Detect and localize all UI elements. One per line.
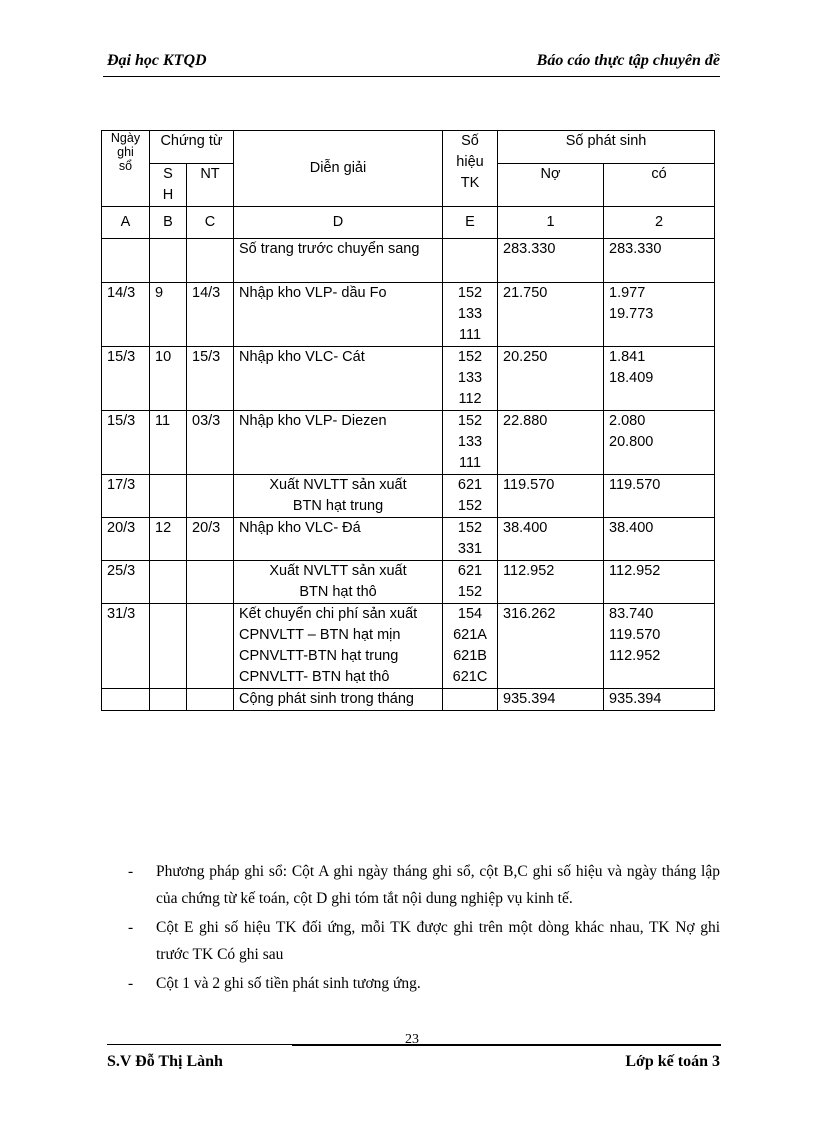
credit-line: 83.740	[609, 606, 654, 622]
cell-date: 25/3	[102, 561, 150, 604]
header-row-1	[102, 131, 715, 164]
cell-account	[443, 689, 498, 711]
header-account-line: TK	[460, 175, 480, 191]
account-line: 152	[457, 584, 483, 600]
cell-debit	[498, 604, 604, 689]
cell-nt: 14/3	[187, 283, 234, 347]
debit-line: 21.750	[503, 285, 548, 301]
description-line: Số trang trước chuyển sang	[239, 241, 420, 257]
description-line: Xuất NVLTT sản xuất	[269, 477, 407, 493]
note-bullet: -	[128, 863, 134, 880]
column-code: C	[187, 207, 234, 239]
cell-nt: 03/3	[187, 411, 234, 475]
cell-sh: 10	[150, 347, 187, 411]
cell-date: 14/3	[102, 283, 150, 347]
description-line: Kết chuyển chi phí sản xuất	[239, 606, 418, 622]
credit-line: 119.570	[609, 627, 661, 643]
cell-account	[443, 518, 498, 561]
table-row	[102, 689, 715, 711]
account-line: 111	[458, 327, 482, 343]
cell-credit	[604, 283, 715, 347]
header-debit: Nợ	[498, 164, 604, 207]
cell-description	[234, 475, 443, 518]
cell-account	[443, 411, 498, 475]
cell-credit	[604, 239, 715, 283]
description-line: Xuất NVLTT sản xuất	[269, 563, 407, 579]
account-line: 112	[458, 391, 482, 407]
description-line: CPNVLTT-BTN hạt trung	[239, 648, 399, 664]
debit-line: 22.880	[503, 413, 548, 429]
header-sh-line: H	[162, 187, 174, 203]
cell-credit	[604, 411, 715, 475]
cell-credit	[604, 604, 715, 689]
cell-account	[443, 475, 498, 518]
footer-class: Lớp kế toán 3	[625, 1053, 720, 1070]
note-item	[128, 914, 720, 968]
column-code: D	[234, 207, 443, 239]
column-code: 1	[498, 207, 604, 239]
cell-sh	[150, 561, 187, 604]
header-sh	[150, 164, 187, 207]
cell-sh: 9	[150, 283, 187, 347]
cell-credit	[604, 689, 715, 711]
cell-date: 15/3	[102, 411, 150, 475]
table-row	[102, 475, 715, 518]
table-row	[102, 604, 715, 689]
cell-sh	[150, 689, 187, 711]
cell-description	[234, 239, 443, 283]
header-rule	[103, 76, 720, 77]
cell-sh	[150, 475, 187, 518]
header-date-line: sổ	[118, 159, 133, 173]
cell-account	[443, 347, 498, 411]
column-code: E	[443, 207, 498, 239]
note-text: Cột 1 và 2 ghi số tiền phát sinh tương ứng.	[156, 975, 421, 992]
debit-line: 283.330	[503, 241, 556, 257]
account-line: 152	[457, 520, 483, 536]
credit-line: 119.570	[609, 477, 661, 493]
account-line: 133	[457, 306, 483, 322]
cell-debit	[498, 561, 604, 604]
header-credit: có	[604, 164, 715, 207]
credit-line: 2.080	[609, 413, 646, 429]
cell-debit	[498, 239, 604, 283]
table-row	[102, 283, 715, 347]
debit-line: 20.250	[503, 349, 548, 365]
cell-debit	[498, 347, 604, 411]
column-code-row	[102, 207, 715, 239]
header-nt: NT	[187, 164, 234, 207]
credit-line: 38.400	[609, 520, 654, 536]
note-item	[128, 858, 720, 912]
cell-description	[234, 411, 443, 475]
cell-nt	[187, 475, 234, 518]
cell-date	[102, 239, 150, 283]
account-line: 621C	[452, 669, 488, 685]
account-line: 133	[457, 434, 483, 450]
credit-line: 1.977	[609, 285, 646, 301]
note-bullet: -	[128, 975, 134, 992]
cell-description	[234, 689, 443, 711]
table-row	[102, 347, 715, 411]
table-row	[102, 411, 715, 475]
note-text: Phương pháp ghi sổ: Cột A ghi ngày tháng ghi sổ, cột B,C ghi số hiệu và ngày tháng lập của chứng từ kế toán, cột D ghi tóm tắt nội dung nghiệp vụ kinh tế.	[156, 863, 720, 907]
table-row	[102, 561, 715, 604]
account-line: 621A	[453, 627, 487, 643]
header-sh-line: S	[163, 166, 173, 182]
cell-date: 20/3	[102, 518, 150, 561]
cell-credit	[604, 475, 715, 518]
note-text: Cột E ghi số hiệu TK đối ứng, mỗi TK được ghi trên một dòng khác nhau, TK Nợ ghi trước TK Có ghi sau	[156, 919, 720, 963]
footer-rule-left	[107, 1044, 292, 1045]
credit-line: 19.773	[609, 306, 654, 322]
table-row	[102, 518, 715, 561]
description-line: Cộng phát sinh trong tháng	[239, 691, 414, 707]
footer-rule-right	[292, 1044, 721, 1046]
cell-credit	[604, 518, 715, 561]
account-line: 621	[457, 563, 483, 579]
header-date	[102, 131, 150, 207]
cell-credit	[604, 347, 715, 411]
cell-description	[234, 347, 443, 411]
account-line: 152	[457, 285, 483, 301]
header-amount: Số phát sinh	[498, 131, 715, 164]
cell-sh	[150, 604, 187, 689]
account-line: 111	[458, 455, 482, 471]
cell-nt	[187, 689, 234, 711]
table-row	[102, 239, 715, 283]
account-line: 152	[457, 498, 483, 514]
account-line: 331	[457, 541, 483, 557]
description-line: CPNVLTT- BTN hạt thô	[239, 669, 390, 685]
header-date-line: ghi	[117, 145, 134, 159]
description-line: BTN hạt trung	[292, 498, 384, 514]
cell-nt	[187, 561, 234, 604]
ledger-table	[101, 130, 715, 711]
header-account	[443, 131, 498, 207]
cell-account	[443, 239, 498, 283]
credit-line: 112.952	[609, 648, 661, 664]
description-line: CPNVLTT – BTN hạt mịn	[239, 627, 401, 643]
account-line: 152	[457, 349, 483, 365]
description-line: Nhập kho VLC- Cát	[239, 349, 365, 365]
cell-debit	[498, 283, 604, 347]
account-line: 154	[457, 606, 483, 622]
column-code: 2	[604, 207, 715, 239]
footer-student: S.V Đỗ Thị Lành	[107, 1053, 223, 1070]
cell-debit	[498, 689, 604, 711]
credit-line: 20.800	[609, 434, 654, 450]
cell-description	[234, 561, 443, 604]
cell-credit	[604, 561, 715, 604]
cell-date: 17/3	[102, 475, 150, 518]
cell-nt: 15/3	[187, 347, 234, 411]
cell-description	[234, 283, 443, 347]
debit-line: 119.570	[503, 477, 555, 493]
cell-sh	[150, 239, 187, 283]
cell-account	[443, 604, 498, 689]
header-account-line: Số	[461, 133, 479, 149]
page-number: 23	[405, 1032, 419, 1047]
header-voucher: Chứng từ	[150, 131, 234, 164]
description-line: Nhập kho VLC- Đá	[239, 520, 361, 536]
debit-line: 935.394	[503, 691, 556, 707]
cell-debit	[498, 475, 604, 518]
cell-sh: 12	[150, 518, 187, 561]
credit-line: 935.394	[609, 691, 662, 707]
account-line: 621	[457, 477, 483, 493]
cell-nt: 20/3	[187, 518, 234, 561]
description-line: Nhập kho VLP- dầu Fo	[239, 285, 387, 301]
header-account-line: hiệu	[456, 154, 484, 170]
description-line: BTN hạt thô	[299, 584, 377, 600]
credit-line: 283.330	[609, 241, 662, 257]
header-report-title: Báo cáo thực tập chuyên đề	[536, 52, 720, 69]
cell-description	[234, 518, 443, 561]
cell-nt	[187, 239, 234, 283]
debit-line: 112.952	[503, 563, 555, 579]
description-line: Nhập kho VLP- Diezen	[239, 413, 387, 429]
account-line: 621B	[453, 648, 487, 664]
cell-debit	[498, 518, 604, 561]
credit-line: 112.952	[609, 563, 661, 579]
account-line: 152	[457, 413, 483, 429]
cell-date: 31/3	[102, 604, 150, 689]
note-item	[128, 970, 720, 997]
cell-description	[234, 604, 443, 689]
header-date-line: Ngày	[110, 131, 141, 145]
debit-line: 316.262	[503, 606, 556, 622]
cell-account	[443, 283, 498, 347]
credit-line: 18.409	[609, 370, 654, 386]
header-description: Diễn giải	[234, 131, 443, 207]
note-bullet: -	[128, 919, 134, 936]
cell-debit	[498, 411, 604, 475]
credit-line: 1.841	[609, 349, 646, 365]
debit-line: 38.400	[503, 520, 548, 536]
cell-date: 15/3	[102, 347, 150, 411]
header-university: Đại học KTQD	[107, 52, 207, 69]
column-code: A	[102, 207, 150, 239]
account-line: 133	[457, 370, 483, 386]
cell-date	[102, 689, 150, 711]
cell-sh: 11	[150, 411, 187, 475]
notes-section	[128, 858, 720, 999]
cell-nt	[187, 604, 234, 689]
cell-account	[443, 561, 498, 604]
column-code: B	[150, 207, 187, 239]
